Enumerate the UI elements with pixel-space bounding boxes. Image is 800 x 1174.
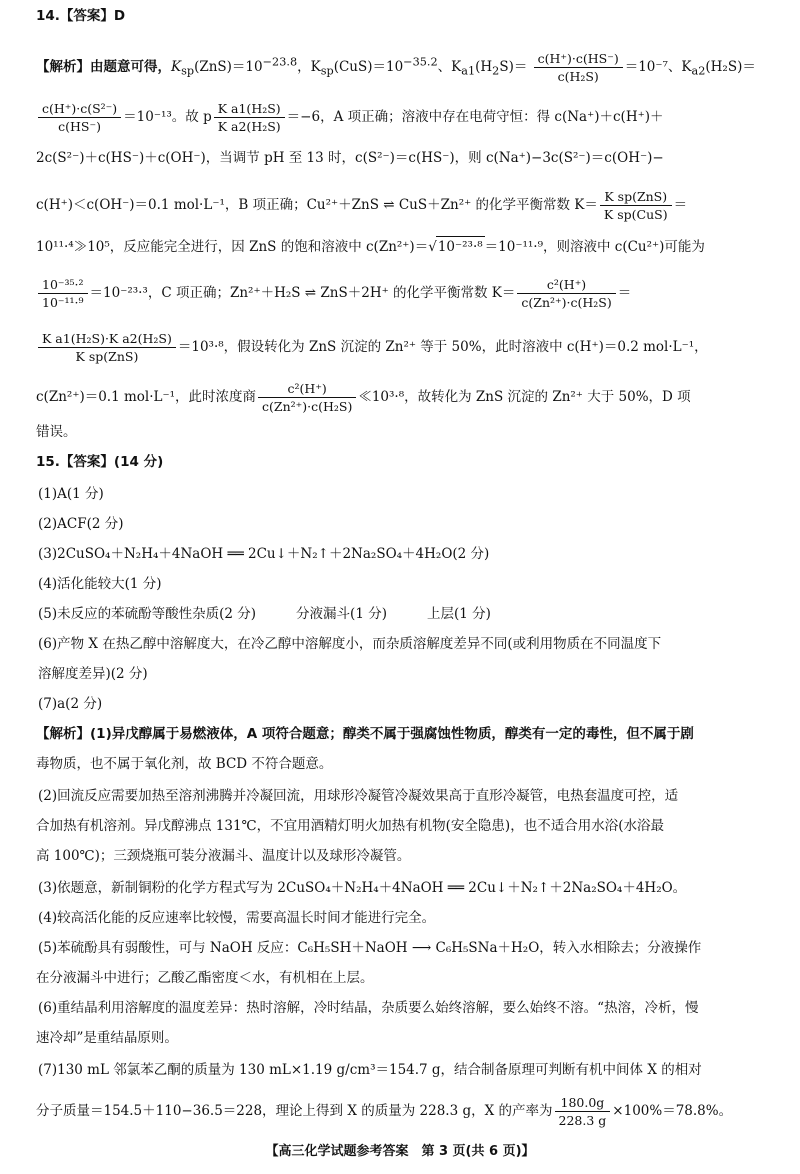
numerator: K a1(H₂S) [214, 100, 285, 118]
text: (5)未反应的苯硫酚等酸性杂质(2 分) [38, 606, 257, 622]
q14-analysis-line-4 [36, 188, 770, 223]
q15-analysis-6a: (6)重结晶利用溶解度的温度差异：热时溶解，冷时结晶，杂质要么始终溶解，要么始终不溶。“热溶，冷析，慢 [38, 1000, 699, 1016]
fraction-ka2 [38, 100, 121, 135]
fraction-ratio [214, 100, 285, 135]
q15-answer-1: (1)A(1 分) [38, 486, 104, 502]
q14-analysis-line-7 [36, 330, 770, 365]
q15-analysis-6b: 速冷却”是重结晶原则。 [36, 1030, 178, 1046]
denominator: c(Zn²⁺)·c(H₂S) [521, 295, 612, 310]
text: c(H⁺)＜c(OH⁻)＝0.1 mol·L⁻¹，B 项正确；Cu²⁺＋ZnS ⇌ CuS＋Zn²⁺ 的化学平衡常数 K＝ [36, 197, 598, 213]
numerator: c(H⁺)·c(HS⁻) [534, 50, 623, 68]
analysis-label: 【解析】由题意可得， [36, 59, 171, 75]
q15-analysis-2b: 合加热有机溶剂。异戊醇沸点 131℃，不宜用酒精灯明火加热有机物(安全隐患)，也不适合用水浴(水浴最 [36, 818, 664, 834]
fraction-k [517, 276, 615, 311]
text: ＝10⁻¹¹·⁹，则溶液中 c(Cu²⁺)可能为 [484, 239, 705, 255]
q15-analysis-1b: 毒物质，也不属于氧化剂，故 BCD 不符合题意。 [36, 756, 333, 772]
q15-analysis-3: (3)依题意，新制铜粉的化学方程式写为 2CuSO₄＋N₂H₄＋4NaOH ══ 2Cu↓＋N₂↑＋2Na₂SO₄＋4H₂O。 [38, 880, 687, 896]
sub: sp [320, 64, 334, 78]
fraction-yield [555, 1094, 611, 1129]
q15-answer-4: (4)活化能较大(1 分) [38, 576, 162, 592]
q15-analysis-2c: 高 100℃)；三颈烧瓶可装分液漏斗、温度计以及球形冷凝管。 [36, 848, 411, 864]
q15-answer-5 [38, 604, 770, 624]
q15-analysis-5a: (5)苯硫酚具有弱酸性，可与 NaOH 反应：C₆H₅SH＋NaOH ⟶ C₆H₅SNa＋H₂O，转入水相除去；分液操作 [38, 940, 702, 956]
denominator: 10⁻¹¹·⁹ [42, 295, 84, 310]
exponent: −35.2 [403, 55, 438, 69]
text: ，K [297, 59, 321, 75]
k-symbol: K [171, 59, 182, 75]
sqrt-radicand: 10⁻²³·⁸ [436, 236, 485, 257]
page-footer: 【高三化学试题参考答案 第 3 页(共 6 页)】 [265, 1144, 535, 1159]
numerator: 180.0g [555, 1094, 611, 1112]
numerator: c²(H⁺) [517, 276, 615, 294]
text: (ZnS)＝10 [194, 59, 263, 75]
text: ＝10⁻⁷、K [624, 59, 692, 75]
text: (H₂S)＝ [705, 59, 756, 75]
q15-analysis-5b: 在分液漏斗中进行；乙酸乙酯密度＜水，有机相在上层。 [36, 970, 374, 986]
denominator: c(HS⁻) [58, 119, 101, 134]
sub: a2 [691, 64, 706, 78]
numerator: c²(H⁺) [258, 380, 356, 398]
q14-analysis-line-5: 10¹¹·⁴≫10⁵，反应能完全进行，因 ZnS 的饱和溶液中 c(Zn²⁺)＝√10⁻²³·⁸ ＝10⁻¹¹·⁹，则溶液中 c(Cu²⁺)可能为 [36, 236, 770, 257]
exponent: −23.8 [262, 55, 298, 69]
text: ≪10³·⁸，故转化为 ZnS 沉淀的 Zn²⁺ 大于 50%，D 项 [358, 389, 691, 405]
denominator: K a2(H₂S) [217, 119, 281, 134]
sub: 2 [492, 64, 500, 78]
q14-analysis-line-9: 错误。 [36, 424, 77, 440]
text: ＝10⁻¹³。故 p [123, 109, 212, 125]
text: 分子质量＝154.5＋110−36.5＝228，理论上得到 X 的质量为 228.3 g，X 的产率为 [36, 1103, 553, 1119]
fraction-q [258, 380, 356, 415]
numerator: c(H⁺)·c(S²⁻) [38, 100, 121, 118]
q15-analysis-7b [36, 1094, 770, 1129]
fraction-k-calc [38, 330, 176, 365]
text: S)＝ [499, 59, 528, 75]
denominator: 228.3 g [558, 1113, 607, 1128]
text: (H [475, 59, 493, 75]
text: ＝10⁻²³·³，C 项正确；Zn²⁺＋H₂S ⇌ ZnS＋2H⁺ 的化学平衡常数 K＝ [89, 285, 516, 301]
q14-analysis-line-1 [36, 50, 770, 85]
q15-analysis-1a [36, 724, 770, 744]
q15-answer-6a: (6)产物 X 在热乙醇中溶解度大，在冷乙醇中溶解度小，而杂质溶解度差异不同(或利用物质在不同温度下 [38, 636, 662, 652]
fraction-cu [38, 276, 88, 311]
text: (CuS)＝10 [333, 59, 404, 75]
denominator: K sp(CuS) [603, 207, 668, 222]
fraction-ksp [600, 188, 672, 223]
text: ＝ [673, 197, 688, 213]
fraction-ka1 [534, 50, 623, 85]
numerator: K sp(ZnS) [600, 188, 672, 206]
q15-answer-2: (2)ACF(2 分) [38, 516, 124, 532]
q14-analysis-line-3: 2c(S²⁻)＋c(HS⁻)＋c(OH⁻)，当调节 pH 至 13 时，c(S²⁻)＝c(HS⁻)，则 c(Na⁺)−3c(S²⁻)＝c(OH⁻)− [36, 150, 664, 166]
q15-answer-3: (3)2CuSO₄＋N₂H₄＋4NaOH ══ 2Cu↓＋N₂↑＋2Na₂SO₄＋4H₂O(2 分) [38, 546, 490, 562]
text: c(Zn²⁺)＝0.1 mol·L⁻¹，此时浓度商 [36, 389, 257, 405]
q14-analysis-line-6 [36, 276, 770, 311]
sub: a1 [461, 64, 476, 78]
q15-answer-heading: 15.【答案】(14 分) [36, 454, 164, 470]
text: 【解析】(1)异戊醇属于易燃液体，A 项符合题意；醇类不属于强腐蚀性物质，醇类有一定的毒性，但不属于剧 [36, 726, 694, 742]
denominator: K sp(ZnS) [75, 349, 139, 364]
text: 10¹¹·⁴≫10⁵，反应能完全进行，因 ZnS 的饱和溶液中 c(Zn²⁺)＝ [36, 239, 429, 255]
text: ＝10³·⁸，假设转化为 ZnS 沉淀的 Zn²⁺ 等于 50%，此时溶液中 c(H⁺)＝0.2 mol·L⁻¹， [177, 339, 708, 355]
numerator: 10⁻³⁵·² [38, 276, 88, 294]
q15-analysis-2a: (2)回流反应需要加热至溶剂沸腾并冷凝回流，用球形冷凝管冷凝效果高于直形冷凝管，电热套温度可控，适 [38, 788, 679, 804]
q15-analysis-4: (4)较高活化能的反应速率比较慢，需要高温长时间才能进行完全。 [38, 910, 436, 926]
q14-answer-heading: 14.【答案】D [36, 8, 126, 24]
denominator: c(Zn²⁺)·c(H₂S) [262, 399, 353, 414]
text: 分液漏斗(1 分) [296, 606, 387, 622]
q14-analysis-line-8 [36, 380, 770, 415]
text: 、K [437, 59, 462, 75]
text: ×100%＝78.8%。 [612, 1103, 733, 1119]
text: ＝ [617, 285, 632, 301]
q14-analysis-line-2 [36, 100, 770, 135]
denominator: c(H₂S) [557, 69, 599, 84]
sub: sp [181, 64, 195, 78]
text: 上层(1 分) [426, 606, 491, 622]
text: ＝−6，A 项正确；溶液中存在电荷守恒：得 c(Na⁺)＋c(H⁺)＋ [286, 109, 664, 125]
q15-answer-7: (7)a(2 分) [38, 696, 103, 712]
q15-answer-6b: 溶解度差异)(2 分) [38, 666, 148, 682]
q15-analysis-7a: (7)130 mL 邻氯苯乙酮的质量为 130 mL×1.19 g/cm³＝154.7 g，结合制备原理可判断有机中间体 X 的相对 [38, 1062, 702, 1078]
numerator: K a1(H₂S)·K a2(H₂S) [38, 330, 176, 348]
